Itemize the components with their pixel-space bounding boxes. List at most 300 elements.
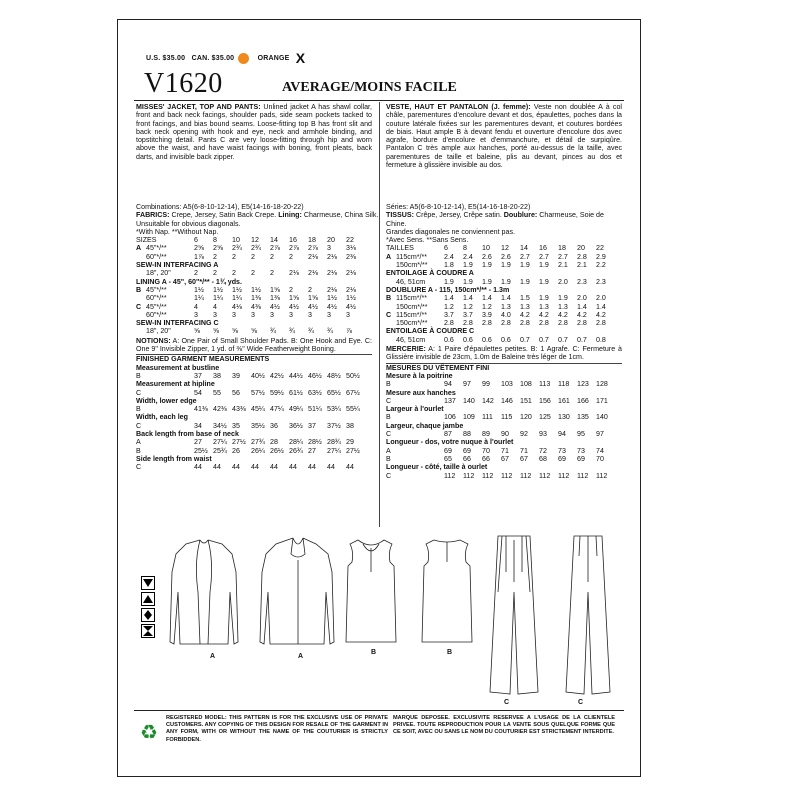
yardage-cell: 2 <box>289 285 293 294</box>
yardage-cell: 1.4 <box>482 294 492 303</box>
yardage-cell: 1.9 <box>444 277 454 286</box>
measure-cell: 137 <box>444 396 456 405</box>
yardage-cell: 2.8 <box>444 319 454 328</box>
table-cell: 18", 20" <box>146 327 171 336</box>
yardage-cell: 1.9 <box>463 261 473 270</box>
table-cell: B <box>386 294 392 303</box>
measure-cell: 106 <box>444 413 456 422</box>
measure-cell: 135 <box>577 413 589 422</box>
yardage-cell: 1¼ <box>232 294 242 303</box>
yardage-cell: 4⅜ <box>251 302 261 311</box>
table-cell: A <box>386 252 392 261</box>
measure-heading <box>136 397 365 405</box>
yardage-cell: 1.2 <box>444 302 454 311</box>
measure-heading <box>386 463 615 471</box>
price-us: U.S. $35.00 <box>146 54 186 62</box>
table-cell: C <box>136 463 142 472</box>
table-cell: Largeur à l'ourlet <box>386 405 444 414</box>
yardage-cell: 4½ <box>308 302 318 311</box>
measure-cell: 128 <box>596 380 608 389</box>
section-row <box>386 327 615 335</box>
size-cell: 20 <box>327 236 335 245</box>
series: Séries: A5(6-8-10-12-14), E5(14-16-18-20-22) <box>386 203 531 211</box>
size-cell: 12 <box>501 244 509 253</box>
measure-cell: 27½ <box>346 446 360 455</box>
measure-cell: 109 <box>463 413 475 422</box>
yardage-cell: 2⅞ <box>308 244 318 253</box>
yardage-cell: 2.7 <box>539 252 549 261</box>
size-cell: 22 <box>596 244 604 253</box>
yardage-cell: 2⅛ <box>346 269 356 278</box>
measure-cell: 90 <box>501 430 509 439</box>
measure-cell: 69 <box>463 446 471 455</box>
table-cell: C <box>386 310 392 319</box>
yardage-cell: 2¾ <box>232 244 242 253</box>
yardage-cell: 4.2 <box>596 310 606 319</box>
measure-row <box>386 455 615 463</box>
measure-heading <box>136 380 365 388</box>
measure-cell: 103 <box>501 380 513 389</box>
measure-cell: 42½ <box>270 371 284 380</box>
pants-front-drawing <box>490 536 538 694</box>
table-cell: 46, 51cm <box>396 335 426 344</box>
measure-cell: 112 <box>596 471 608 480</box>
yardage-cell: 2.7 <box>558 252 568 261</box>
yardage-cell: ⅝ <box>194 327 200 336</box>
measure-cell: 123 <box>577 380 589 389</box>
yardage-cell: 4.2 <box>577 310 587 319</box>
measure-cell: 70 <box>596 454 604 463</box>
measure-row <box>136 389 365 397</box>
table-cell: C <box>136 388 142 397</box>
yardage-cell: 2¾ <box>251 244 261 253</box>
table-cell: A <box>136 438 141 447</box>
measure-cell: 40½ <box>251 371 265 380</box>
yardage-cell: 2⅛ <box>327 252 337 261</box>
yardage-cell: 2 <box>270 252 274 261</box>
yardage-cell: 4.0 <box>501 310 511 319</box>
table-cell: C <box>386 430 392 439</box>
measure-cell: 120 <box>520 413 532 422</box>
yardage-cell: 2⅝ <box>194 244 204 253</box>
section-row <box>136 261 365 269</box>
yardage-cell: 1.9 <box>539 261 549 270</box>
measure-cell: 68 <box>539 454 547 463</box>
measure-cell: 67 <box>501 454 509 463</box>
yardage-cell: 2.8 <box>558 319 568 328</box>
measure-cell: 112 <box>463 471 475 480</box>
yardage-cell: 1.4 <box>444 294 454 303</box>
measure-cell: 27 <box>308 446 316 455</box>
yardage-cell: 4½ <box>270 302 280 311</box>
yardage-cell: 0.8 <box>596 335 606 344</box>
metrage-table <box>386 244 615 344</box>
drawing-label: B <box>447 649 453 656</box>
measure-cell: 72 <box>539 446 547 455</box>
measure-cell: 26¼ <box>251 446 265 455</box>
column-divider <box>379 102 380 527</box>
measure-cell: 115 <box>501 413 513 422</box>
table-cell: Longueur - côté, taille à ourlet <box>386 463 488 472</box>
table-cell: ENTOILAGE À COUDRE A <box>386 269 474 278</box>
yardage-cell: 2.1 <box>577 261 587 270</box>
section-row <box>386 269 615 277</box>
yardage-row <box>136 286 365 294</box>
table-cell: C <box>386 396 392 405</box>
yardage-cell: 1.3 <box>501 302 511 311</box>
yardage-cell: 2.0 <box>577 294 587 303</box>
yardage-cell: 1.9 <box>501 277 511 286</box>
yardage-cell: 2 <box>308 285 312 294</box>
table-cell: C <box>136 302 142 311</box>
yardage-cell: 0.6 <box>482 335 492 344</box>
price-line <box>146 50 305 66</box>
top-divider <box>134 100 624 101</box>
measurements-table <box>136 364 365 472</box>
table-cell: B <box>136 446 141 455</box>
table-cell: 115cm*/** <box>396 294 428 303</box>
measure-heading <box>386 372 615 380</box>
tissus-line: TISSUS: Crêpe, Jersey, Crêpe satin. Doublure: Charmeuse, Soie de Chine. <box>386 211 604 228</box>
size-cell: 10 <box>232 236 240 245</box>
yardage-cell: 1.9 <box>501 261 511 270</box>
measure-cell: 44 <box>213 463 221 472</box>
measure-cell: 112 <box>539 471 551 480</box>
measure-cell: 44 <box>308 463 316 472</box>
measure-cell: 44 <box>251 463 259 472</box>
yardage-cell: 1.4 <box>501 294 511 303</box>
table-cell: 150cm*/** <box>396 319 428 328</box>
measure-cell: 28 <box>270 438 278 447</box>
measure-cell: 156 <box>539 396 551 405</box>
measure-cell: 44 <box>194 463 202 472</box>
size-cell: 14 <box>270 236 278 245</box>
table-cell: 150cm*/** <box>396 261 428 270</box>
measure-cell: 151 <box>520 396 532 405</box>
measure-cell: 38 <box>213 371 221 380</box>
yardage-cell: 1⅝ <box>308 294 318 303</box>
measure-cell: 55 <box>213 388 221 397</box>
yardage-cell: 2.9 <box>596 252 606 261</box>
top-front-drawing <box>346 540 396 642</box>
yardage-cell: 3 <box>232 310 236 319</box>
measure-cell: 49¼ <box>289 405 303 414</box>
recycle-icon: ♻ <box>140 722 158 744</box>
legal-notice-fr: MARQUE DEPOSEE. EXCLUSIVITE RESERVEE A L'USAGE DE LA CLIENTELE PRIVEE. TOUTE REPRODUCTION POUR LA VENTE SOUS QUELQUE FORME QUE CE SOIT, AVEC OU SANS LE NOM DU COUTURIER EST STRICTEMENT INTERDITE. <box>393 715 615 736</box>
table-cell: Mesure aux hanches <box>386 388 456 397</box>
yardage-cell: 0.6 <box>444 335 454 344</box>
size-cell: 16 <box>289 236 297 245</box>
measure-row <box>136 463 365 471</box>
measure-cell: 27¾ <box>251 438 265 447</box>
measure-cell: 48½ <box>327 371 341 380</box>
yardage-cell: 2.6 <box>482 252 492 261</box>
measure-row <box>136 405 365 413</box>
yardage-cell: 2.2 <box>596 261 606 270</box>
yardage-cell: 2.0 <box>596 294 606 303</box>
yardage-cell: 1.4 <box>577 302 587 311</box>
measure-cell: 44 <box>346 463 354 472</box>
measure-cell: 140 <box>596 413 608 422</box>
measure-cell: 28¼ <box>289 438 303 447</box>
table-cell: 45"*/** <box>146 302 167 311</box>
measure-cell: 27¼ <box>327 446 341 455</box>
measure-cell: 36½ <box>289 421 303 430</box>
yardage-cell: 1⅜ <box>270 294 280 303</box>
measure-cell: 112 <box>577 471 589 480</box>
yardage-cell: 1¼ <box>194 294 204 303</box>
measure-cell: 29 <box>346 438 354 447</box>
measure-cell: 28¾ <box>327 438 341 447</box>
nap-note-fr: *Avec Sens. **Sans Sens. <box>386 236 469 245</box>
yardage-cell: 0.6 <box>501 335 511 344</box>
yardage-cell: 1.9 <box>520 261 530 270</box>
english-column <box>136 103 379 472</box>
drawing-label: B <box>371 649 377 656</box>
yardage-cell: ⅞ <box>346 327 352 336</box>
yardage-cell: 4⅛ <box>232 302 242 311</box>
measure-cell: 55¼ <box>346 405 360 414</box>
measure-cell: 66 <box>463 454 471 463</box>
yardage-cell: 2⅞ <box>270 244 280 253</box>
table-cell: B <box>136 371 141 380</box>
measure-cell: 95 <box>577 430 585 439</box>
measure-cell: 34 <box>194 421 202 430</box>
yardage-row <box>386 311 615 319</box>
measure-cell: 57½ <box>251 388 265 397</box>
yardage-cell: 1.9 <box>463 277 473 286</box>
table-cell: B <box>386 454 391 463</box>
measure-cell: 63½ <box>308 388 322 397</box>
yardage-cell: 2⅞ <box>289 244 299 253</box>
measure-cell: 92 <box>520 430 528 439</box>
yardage-cell: 3 <box>327 244 331 253</box>
yardage-cell: 3.9 <box>482 310 492 319</box>
color-dot-icon <box>238 53 249 64</box>
yardage-cell: 4 <box>213 302 217 311</box>
measure-row <box>136 447 365 455</box>
table-cell: Width, each leg <box>136 413 188 422</box>
table-cell: C <box>386 471 392 480</box>
measure-cell: 27¼ <box>213 438 227 447</box>
table-cell: Measurement at hipline <box>136 380 215 389</box>
yardage-cell: 1.3 <box>558 302 568 311</box>
measure-cell: 112 <box>444 471 456 480</box>
fabrics-line: FABRICS: Crepe, Jersey, Satin Back Crepe. Lining: Charmeuse, China Silk. <box>136 211 379 220</box>
yardage-cell: 2 <box>213 269 217 278</box>
yardage-cell: 2.8 <box>501 319 511 328</box>
yardage-cell: 2 <box>232 269 236 278</box>
measure-row <box>386 472 615 480</box>
measure-cell: 71 <box>520 446 528 455</box>
yardage-cell: 2 <box>194 269 198 278</box>
measure-cell: 112 <box>520 471 532 480</box>
table-cell <box>136 253 146 261</box>
size-cell: 14 <box>520 244 528 253</box>
drawing-label: C <box>504 699 510 706</box>
size-cell: 20 <box>577 244 585 253</box>
yardage-cell: 4½ <box>327 302 337 311</box>
measure-cell: 65 <box>444 454 452 463</box>
yardage-cell: 2.3 <box>596 277 606 286</box>
table-cell: A <box>386 446 391 455</box>
measure-row <box>386 413 615 421</box>
measure-cell: 35 <box>232 421 240 430</box>
measure-cell: 44½ <box>289 371 303 380</box>
yardage-cell: 0.7 <box>577 335 587 344</box>
yardage-cell: 2.4 <box>444 252 454 261</box>
yardage-cell: 3 <box>327 310 331 319</box>
table-cell: 45"*/** <box>146 244 167 253</box>
yardage-cell: 4½ <box>346 302 356 311</box>
measure-cell: 113 <box>539 380 551 389</box>
measure-cell: 73 <box>558 446 566 455</box>
measure-cell: 94 <box>444 380 452 389</box>
measure-cell: 44 <box>289 463 297 472</box>
mercerie: MERCERIE: A: 1 Paire d'épaulettes petites. B: 1 Agrafe. C: Fermeture à Glissière invisible de 23cm, 1.0m de Baleine très léger de 1cm. <box>386 345 622 362</box>
yardage-cell: 3⅛ <box>346 244 356 253</box>
yardage-cell: 2.4 <box>463 252 473 261</box>
measure-cell: 45¼ <box>251 405 265 414</box>
measure-cell: 42⅜ <box>213 405 227 414</box>
measure-cell: 39 <box>232 371 240 380</box>
yardage-cell: 1½ <box>213 285 223 294</box>
difficulty-level: AVERAGE/MOINS FACILE <box>282 80 457 95</box>
yardage-cell: 2.6 <box>501 252 511 261</box>
yardage-cell: 2.8 <box>482 319 492 328</box>
size-cell: 22 <box>346 236 354 245</box>
measure-cell: 94 <box>558 430 566 439</box>
table-cell: 115cm*/** <box>396 310 428 319</box>
table-cell: 60"*/** <box>146 294 167 303</box>
english-description: MISSES' JACKET, TOP AND PANTS: Unlined jacket A has shawl collar, front and back neck facings, shoulder pads, side seam pockets tacked to front facings, and bias bound seams. Loose-fitting top B has front slit and back neck opening with hook and eye, neck and armhole binding, and topstitching detail. Pants C are very loose-fitting through hip and worn above the waist, and have waist facings with boning, front pleats, back darts, and invisible back zipper. <box>136 103 373 161</box>
table-cell: DOUBLURE A - 115, 150cm*/** - 1.3m <box>386 285 510 294</box>
yardage-cell: 0.7 <box>558 335 568 344</box>
section-row <box>136 319 365 327</box>
yardage-cell: 1⅝ <box>289 294 299 303</box>
yardage-cell: ¾ <box>270 327 276 336</box>
drawing-label: A <box>298 653 304 660</box>
yardage-cell: 3.7 <box>463 310 473 319</box>
section-row <box>386 286 615 294</box>
jacket-front-drawing <box>170 540 238 644</box>
yardage-cell: 3 <box>346 310 350 319</box>
measure-cell: 89 <box>482 430 490 439</box>
yardage-cell: 0.6 <box>463 335 473 344</box>
table-cell: Width, lower edge <box>136 396 197 405</box>
yardage-cell: 2⅛ <box>308 269 318 278</box>
table-cell: LINING A - 45", 60"*/** - 1¾ yds. <box>136 277 242 286</box>
yardage-cell: 2.8 <box>577 252 587 261</box>
measure-cell: 37 <box>194 371 202 380</box>
yardage-cell: 3 <box>251 310 255 319</box>
table-cell: Measurement at bustline <box>136 363 220 372</box>
measure-cell: 112 <box>482 471 494 480</box>
table-cell: B <box>136 285 142 294</box>
finished-measurements-title: FINISHED GARMENT MEASUREMENTS <box>136 355 270 364</box>
yardage-cell: 0.7 <box>539 335 549 344</box>
yardage-row <box>136 311 365 319</box>
table-cell: ENTOILAGE À COUDRE C <box>386 327 475 336</box>
yardage-cell: 2.8 <box>577 319 587 328</box>
size-cell: 8 <box>213 236 217 245</box>
table-cell: 18", 20" <box>146 269 171 278</box>
measure-cell: 34½ <box>213 421 227 430</box>
notions: NOTIONS: A: One Pair of Small Shoulder Pads. B: One Hook and Eye. C: One 9" Invisible Zipper, 1 yd. of ⅜" Wide Featherweight Boning. <box>136 336 372 354</box>
yardage-cell: 2 <box>251 252 255 261</box>
drawing-label: A <box>210 653 216 660</box>
measure-cell: 70 <box>482 446 490 455</box>
measure-cell: 26 <box>232 446 240 455</box>
measure-cell: 112 <box>558 471 570 480</box>
unsuitable-note: Unsuitable for obvious diagonals. <box>136 219 241 228</box>
size-cell: 10 <box>482 244 490 253</box>
french-description: VESTE, HAUT ET PANTALON (J. femme): Veste non doublée A à col châle, parementures d'encolure devant et dos, épaulettes, poches dans la couture latérale fixées sur les parementures devant, et coutures bordées de biais. Haut ample B à devant fendu et ouverture d'encolure dos avec agrafe, bordure d'encolure et d'emmanchure, et détail de surpiqûre. Pantalon C très ample aux hanches, porté au-dessus de la taille, avec parementures de taille et baleine, plis au devant, pinces au dos et fermeture à glissière invisible au dos. <box>386 103 622 170</box>
yardage-cell: 1.9 <box>558 294 568 303</box>
measure-row <box>386 430 615 438</box>
sizes-label: TAILLES <box>386 244 414 253</box>
measure-cell: 50½ <box>346 371 360 380</box>
table-cell: B <box>386 380 391 389</box>
measure-cell: 67 <box>520 454 528 463</box>
yardage-cell: 1½ <box>327 294 337 303</box>
measure-cell: 93 <box>539 430 547 439</box>
yardage-cell: 1.9 <box>482 261 492 270</box>
measure-heading <box>136 413 365 421</box>
measure-cell: 97 <box>463 380 471 389</box>
color-label: ORANGE <box>257 54 290 62</box>
yardage-cell: 1.3 <box>539 302 549 311</box>
size-cell: 16 <box>539 244 547 253</box>
measure-cell: 53¼ <box>327 405 341 414</box>
yardage-row <box>386 253 615 261</box>
measure-cell: 111 <box>482 413 493 422</box>
table-cell: 60"*/** <box>146 252 167 261</box>
yardage-cell: 1½ <box>346 294 356 303</box>
yardage-cell: 2 <box>213 252 217 261</box>
measure-row <box>136 372 365 380</box>
measure-cell: 65½ <box>327 388 341 397</box>
yardage-cell: 1.4 <box>463 294 473 303</box>
table-cell: 46, 51cm <box>396 277 426 286</box>
measure-row <box>136 422 365 430</box>
table-cell: 150cm*/** <box>396 302 428 311</box>
yardage-cell: 2.8 <box>520 319 530 328</box>
yardage-cell: 1⅝ <box>270 285 280 294</box>
measure-cell: 71 <box>501 446 509 455</box>
measure-cell: 26¾ <box>289 446 303 455</box>
yardage-cell: 2⅛ <box>327 285 337 294</box>
size-cell: 6 <box>444 244 448 253</box>
section-row <box>136 278 365 286</box>
yardage-cell: 2⅛ <box>308 252 318 261</box>
table-cell <box>136 269 146 277</box>
mesures-title: MESURES DU VÊTEMENT FINI <box>386 363 490 372</box>
yardage-cell: 3 <box>308 310 312 319</box>
yardage-cell: 2⅜ <box>346 252 356 261</box>
yardage-row <box>136 327 365 335</box>
yardage-cell: 3 <box>270 310 274 319</box>
yardage-cell: 4.2 <box>558 310 568 319</box>
table-cell: Largeur, chaque jambe <box>386 421 464 430</box>
measure-cell: 99 <box>482 380 490 389</box>
yardage-cell: 4 <box>194 302 198 311</box>
french-column <box>386 103 622 480</box>
measure-cell: 41⅜ <box>194 405 208 414</box>
yardage-cell: 2⅛ <box>289 269 299 278</box>
yardage-cell: 2⅛ <box>327 269 337 278</box>
measure-cell: 59½ <box>270 388 284 397</box>
